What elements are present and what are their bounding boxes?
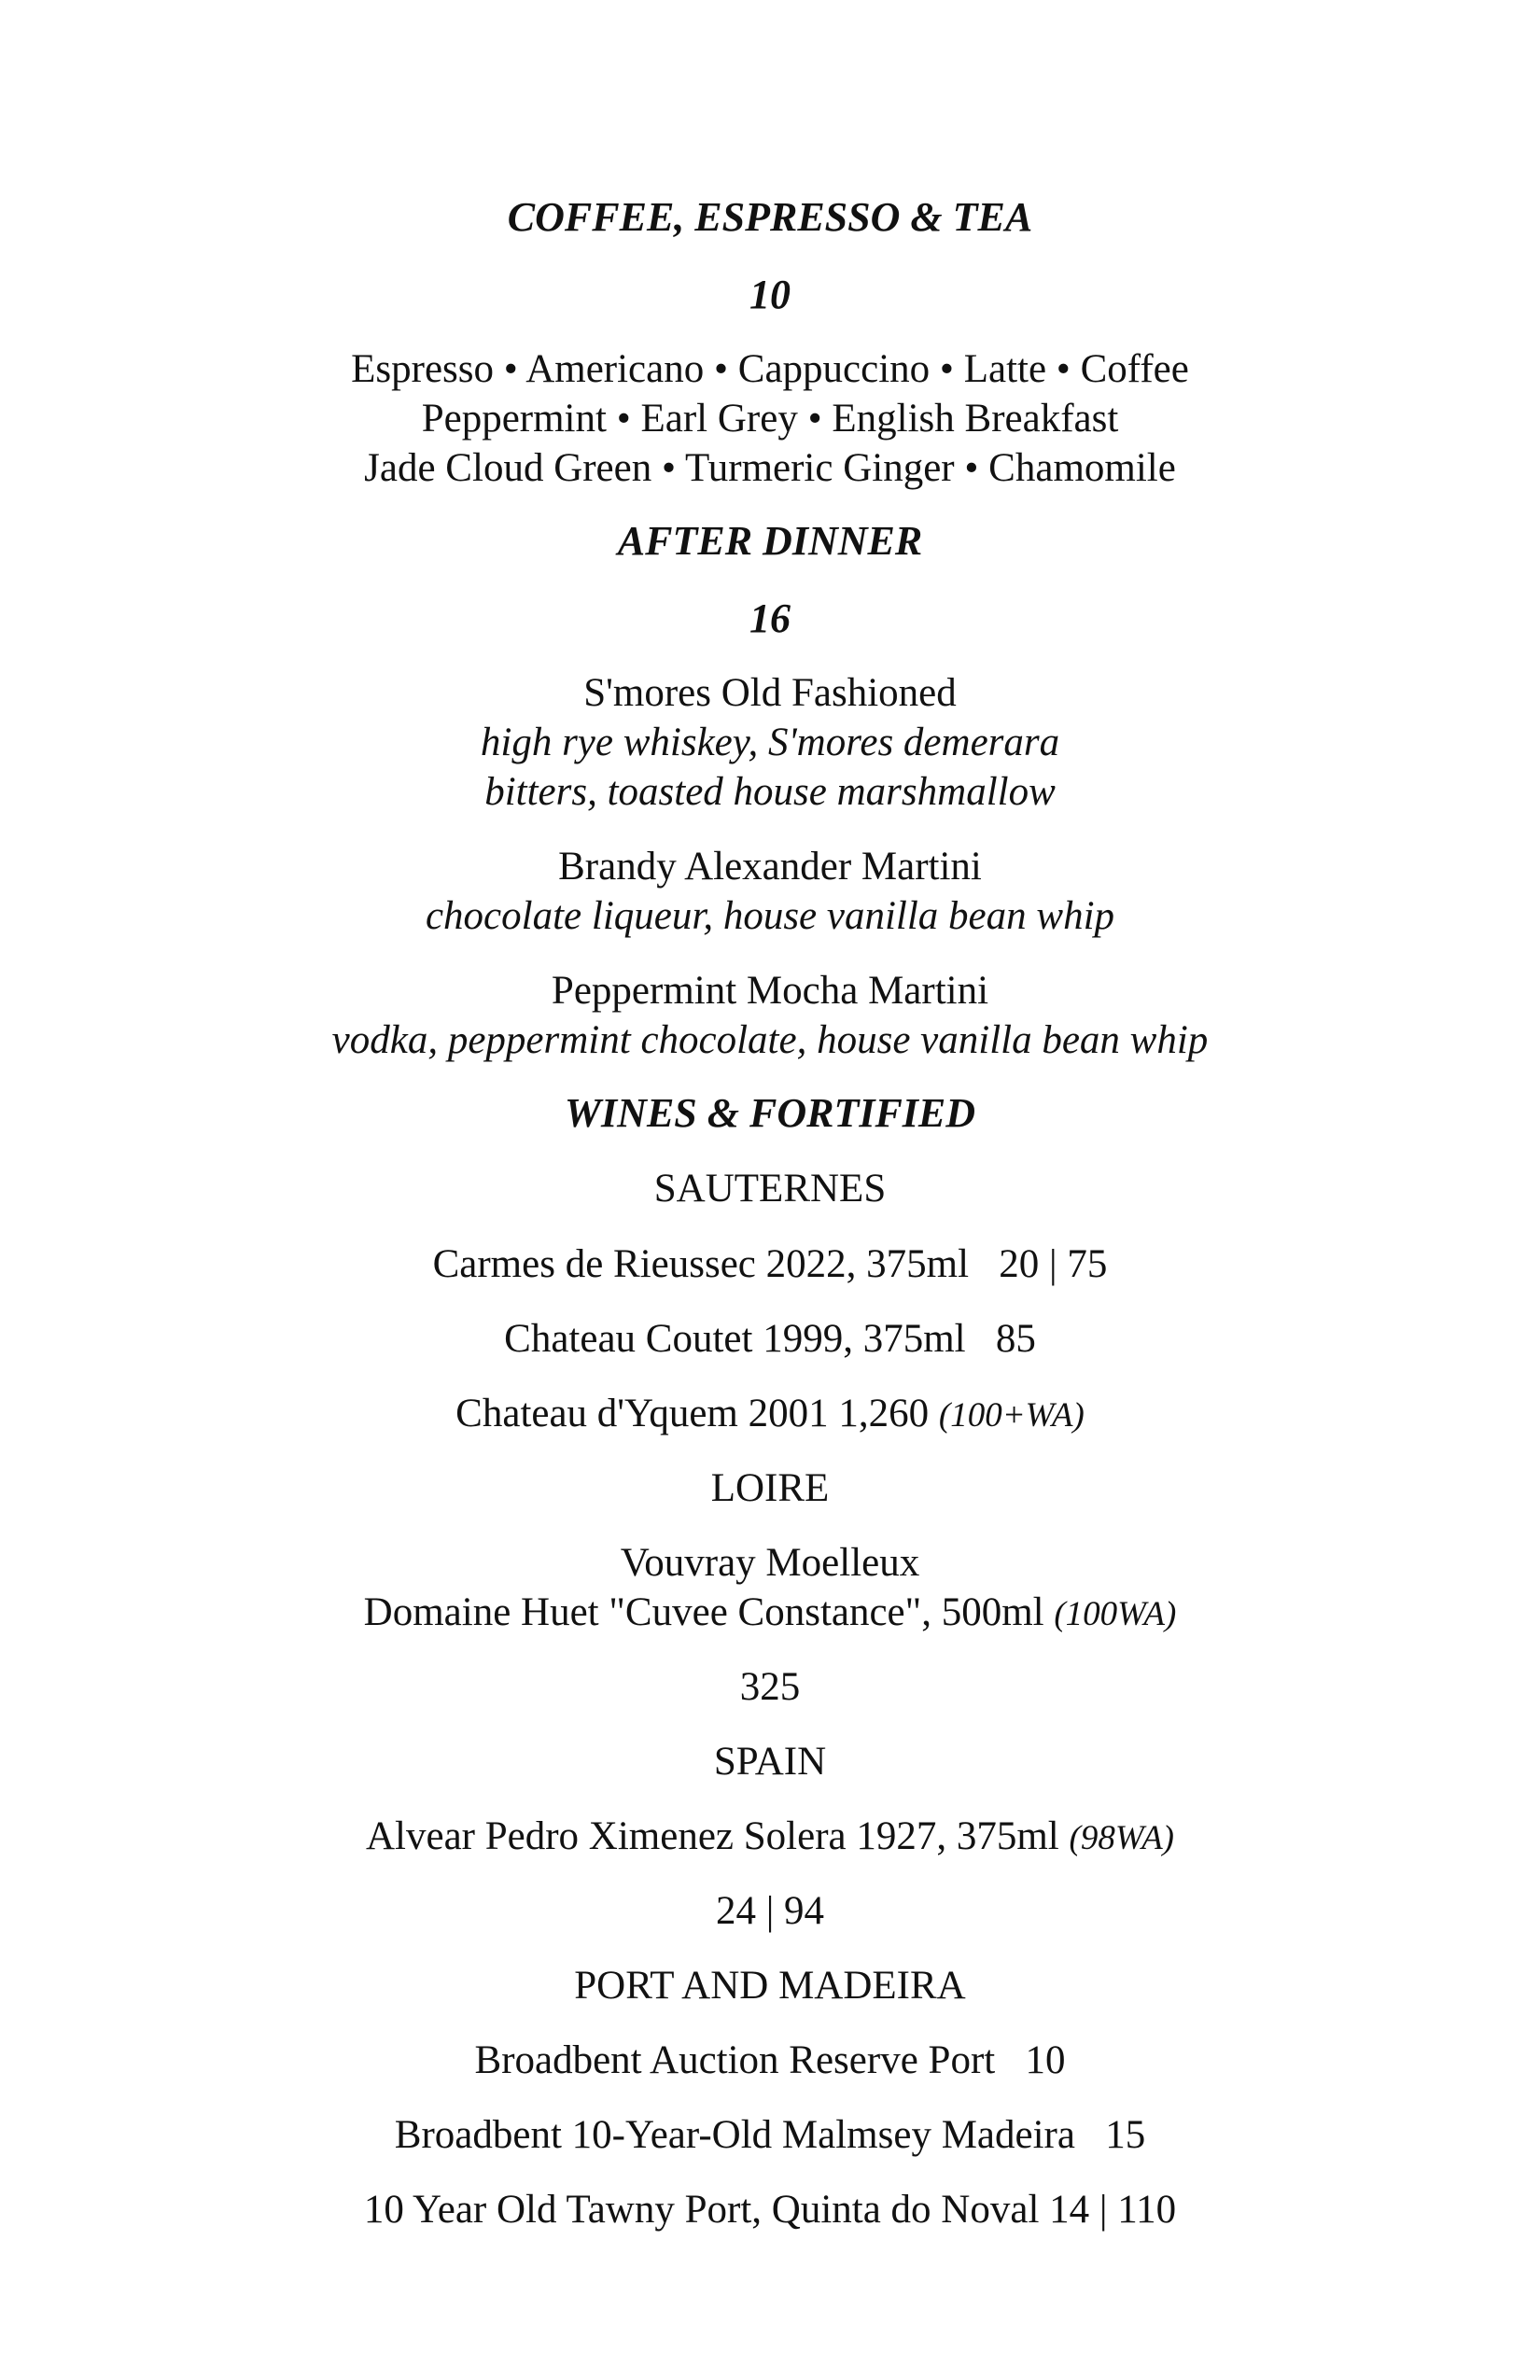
drink-desc-peppermint: vodka, peppermint chocolate, house vanilla bean whip — [331, 1018, 1209, 1062]
sauternes-item: Chateau Coutet 1999, 375ml 85 — [504, 1317, 1036, 1361]
drink-name-brandy: Brandy Alexander Martini — [558, 845, 982, 889]
wine-text: Alvear Pedro Ximenez Solera 1927, 375ml — [366, 1814, 1070, 1858]
spain-title: SPAIN — [713, 1740, 827, 1784]
coffee-heading: COFFEE, ESPRESSO & TEA — [507, 194, 1033, 240]
drink-name-peppermint: Peppermint Mocha Martini — [551, 969, 989, 1013]
after-dinner-price: 16 — [749, 595, 791, 641]
wine-text: Chateau d'Yquem 2001 1,260 — [455, 1392, 939, 1435]
drink-desc-brandy: chocolate liqueur, house vanilla bean whip — [425, 894, 1115, 938]
port-item: 10 Year Old Tawny Port, Quinta do Noval 14 | 110 — [363, 2188, 1177, 2232]
coffee-price: 10 — [749, 272, 791, 317]
loire-title: LOIRE — [710, 1466, 830, 1510]
rating-note: (100+WA) — [938, 1396, 1085, 1435]
coffee-line-2: Peppermint • Earl Grey • English Breakfast — [421, 397, 1119, 441]
spain-detail — [0, 1812, 1540, 1864]
drink-name-smores: S'mores Old Fashioned — [583, 671, 957, 715]
port-item: Broadbent Auction Reserve Port 10 — [474, 2038, 1066, 2082]
coffee-line-3: Jade Cloud Green • Turmeric Ginger • Chamomile — [364, 446, 1176, 490]
rating-note: (100WA) — [1054, 1595, 1177, 1633]
drink-desc-smores-1: high rye whiskey, S'mores demerara — [480, 721, 1060, 764]
spain-price: 24 | 94 — [715, 1889, 825, 1933]
port-title: PORT AND MADEIRA — [574, 1964, 966, 2008]
coffee-line-1: Espresso • Americano • Cappuccino • Latte • Coffee — [351, 347, 1189, 391]
sauternes-title: SAUTERNES — [653, 1167, 887, 1211]
loire-name: Vouvray Moelleux — [620, 1541, 920, 1585]
sauternes-item: Carmes de Rieussec 2022, 375ml 20 | 75 — [432, 1242, 1108, 1286]
drink-desc-smores-2: bitters, toasted house marshmallow — [484, 770, 1056, 814]
loire-detail — [0, 1588, 1540, 1640]
port-item: Broadbent 10-Year-Old Malmsey Madeira 15 — [394, 2113, 1146, 2157]
after-dinner-heading: AFTER DINNER — [617, 518, 923, 564]
wine-text: Domaine Huet "Cuvee Constance", 500ml — [363, 1590, 1055, 1634]
wines-heading: WINES & FORTIFIED — [564, 1090, 976, 1136]
rating-note: (98WA) — [1069, 1819, 1174, 1857]
loire-price: 325 — [739, 1665, 801, 1709]
sauternes-item — [0, 1389, 1540, 1441]
